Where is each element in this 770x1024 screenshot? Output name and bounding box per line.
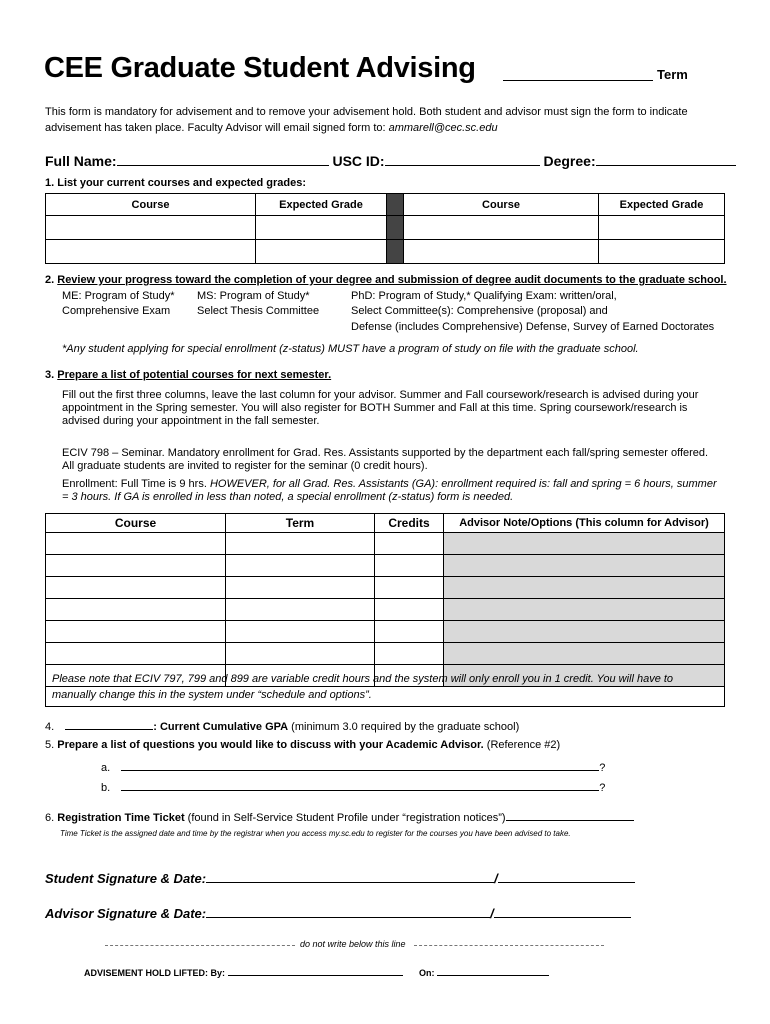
question-a-label: a. xyxy=(101,762,111,774)
phd-item-1: PhD: Program of Study,* Qualifying Exam: written/oral, xyxy=(351,290,617,302)
intro-text xyxy=(45,104,735,136)
table-cell[interactable] xyxy=(375,643,444,665)
question-b-mark: ? xyxy=(599,782,606,794)
table-cell[interactable] xyxy=(256,216,387,240)
gpa-label: : Current Cumulative GPA xyxy=(153,721,289,733)
current-courses-table xyxy=(45,193,725,264)
table-cell[interactable] xyxy=(226,599,375,621)
advisor-cell[interactable] xyxy=(444,555,725,577)
table-cell[interactable] xyxy=(599,240,725,264)
section4-row xyxy=(45,719,519,733)
hold-lifted-label: ADVISEMENT HOLD LIFTED: By: xyxy=(84,968,225,978)
divider-cell xyxy=(387,240,404,264)
col-credits: Credits xyxy=(375,514,444,533)
student-signature-row xyxy=(45,869,635,886)
section3-paragraph-3 xyxy=(62,478,722,504)
usc-id-label: USC ID: xyxy=(332,153,385,169)
section5-title: Prepare a list of questions you would like to discuss with your Academic Advisor. xyxy=(57,739,484,751)
table-cell[interactable] xyxy=(46,643,226,665)
table-cell[interactable] xyxy=(375,577,444,599)
student-info-row xyxy=(45,152,735,169)
col-course-2: Course xyxy=(404,194,599,216)
table-cell[interactable] xyxy=(404,240,599,264)
table-cell[interactable] xyxy=(375,533,444,555)
gpa-requirement: (minimum 3.0 required by the graduate school) xyxy=(288,721,520,733)
ms-item-1: MS: Program of Study* xyxy=(197,290,310,302)
hold-lifted-on-field[interactable] xyxy=(437,966,549,976)
table-row xyxy=(46,643,725,665)
table-row xyxy=(46,240,725,264)
question-a-mark: ? xyxy=(599,762,606,774)
phd-item-2: Select Committee(s): Comprehensive (proposal) and xyxy=(351,305,608,317)
student-signature-label: Student Signature & Date: xyxy=(45,871,207,886)
section2-heading xyxy=(45,274,727,286)
divider-text: do not write below this line xyxy=(300,939,406,949)
me-item-1: ME: Program of Study* xyxy=(62,290,175,302)
col-term: Term xyxy=(226,514,375,533)
advisor-date-field[interactable] xyxy=(494,904,631,918)
question-b-label: b. xyxy=(101,782,111,794)
gpa-field[interactable] xyxy=(65,719,153,730)
question-a-field[interactable] xyxy=(121,760,599,771)
planned-courses-table xyxy=(45,513,725,687)
section3-number: 3. xyxy=(45,369,55,381)
time-ticket-hint: (found in Self-Service Student Profile under “registration notices”) xyxy=(184,812,506,824)
phd-item-3: Defense (includes Comprehensive) Defense, Survey of Earned Doctorates xyxy=(351,321,715,333)
time-ticket-note: Time Ticket is the assigned date and time by the registrar when you access my.sc.edu to register for the courses you have been advised to take. xyxy=(60,829,571,838)
section5-row xyxy=(45,739,560,751)
section6-row xyxy=(45,810,634,824)
me-item-2: Comprehensive Exam xyxy=(62,305,171,317)
degree-field[interactable] xyxy=(596,152,736,166)
section3-paragraph-2: ECIV 798 – Seminar. Mandatory enrollment for Grad. Res. Assistants supported by the department each fall/spring semester offered. All graduate students are invited to register for the seminar (0 credit hours). xyxy=(62,447,709,472)
advisor-cell[interactable] xyxy=(444,643,725,665)
advisor-email: ammarell@cec.sc.edu xyxy=(388,122,498,134)
time-ticket-label: Registration Time Ticket xyxy=(57,812,185,824)
question-b xyxy=(101,780,605,794)
table-cell[interactable] xyxy=(375,599,444,621)
divider-line-left xyxy=(105,945,295,946)
table-row xyxy=(46,599,725,621)
table-cell[interactable] xyxy=(46,216,256,240)
col-course: Course xyxy=(46,194,256,216)
table-cell[interactable] xyxy=(599,216,725,240)
table-cell[interactable] xyxy=(46,621,226,643)
section5-number: 5. xyxy=(45,739,55,751)
section3-title: Prepare a list of potential courses for next semester. xyxy=(57,369,332,381)
term-field[interactable] xyxy=(503,80,653,81)
question-a xyxy=(101,760,605,774)
col-advisor-notes: Advisor Note/Options (This column for Advisor) xyxy=(444,514,725,533)
enrollment-ga-requirements: HOWEVER, for all Grad. Res. Assistants (GA): enrollment required is: fall and spring = 6 hours, summer = 3 hours. If GA is enrolled in less than noted, a special enrollment (z-status) form is needed. xyxy=(62,478,717,503)
table-cell[interactable] xyxy=(226,643,375,665)
form-title: CEE Graduate Student Advising xyxy=(44,52,476,84)
section2-title: Review your progress toward the completion of your degree and submission of degree audit documents to the graduate school. xyxy=(57,274,727,286)
hold-lifted-row xyxy=(84,966,549,978)
section3-heading xyxy=(45,369,331,381)
table-cell[interactable] xyxy=(226,533,375,555)
section2-note: *Any student applying for special enrollment (z-status) MUST have a program of study on file with the graduate school. xyxy=(62,343,639,355)
divider-column xyxy=(387,194,404,216)
section2-number: 2. xyxy=(45,274,55,286)
advisor-cell[interactable] xyxy=(444,533,725,555)
table-cell[interactable] xyxy=(256,240,387,264)
table-cell[interactable] xyxy=(46,555,226,577)
col-expected-grade-2: Expected Grade xyxy=(599,194,725,216)
table-cell[interactable] xyxy=(375,555,444,577)
advisor-signature-field[interactable] xyxy=(206,904,490,918)
table-cell[interactable] xyxy=(46,240,256,264)
col-expected-grade: Expected Grade xyxy=(256,194,387,216)
table-row xyxy=(46,533,725,555)
advisor-cell[interactable] xyxy=(444,577,725,599)
enrollment-full-time: Enrollment: Full Time is 9 hrs. xyxy=(62,478,210,490)
intro-body: This form is mandatory for advisement and to remove your advisement hold. Both student and advisor must sign the form to indicate advisement has taken place. Faculty Advisor will email signed form to: xyxy=(45,106,688,134)
table-row xyxy=(46,555,725,577)
student-date-field[interactable] xyxy=(498,869,635,883)
table-row xyxy=(46,577,725,599)
section6-number: 6. xyxy=(45,812,55,824)
advisor-slash: / xyxy=(490,906,494,921)
table-cell[interactable] xyxy=(226,577,375,599)
table-cell[interactable] xyxy=(375,621,444,643)
time-ticket-field[interactable] xyxy=(506,810,634,821)
advisor-signature-label: Advisor Signature & Date: xyxy=(45,906,207,921)
table-cell[interactable] xyxy=(46,577,226,599)
section1-heading: 1. List your current courses and expected grades: xyxy=(45,177,307,189)
divider-cell xyxy=(387,216,404,240)
term-label: Term xyxy=(657,67,688,82)
section4-number: 4. xyxy=(45,721,55,733)
usc-id-field[interactable] xyxy=(385,152,540,166)
table-row xyxy=(46,621,725,643)
table-row xyxy=(46,216,725,240)
variable-credit-note: Please note that ECIV 797, 799 and 899 are variable credit hours and the system will only enroll you in 1 credit. You will have to manually change this in the system under “schedule and options”. xyxy=(45,669,725,707)
student-slash: / xyxy=(494,871,498,886)
ms-item-2: Select Thesis Committee xyxy=(197,305,320,317)
full-name-field[interactable] xyxy=(117,152,329,166)
divider-line-right xyxy=(414,945,604,946)
full-name-label: Full Name: xyxy=(45,153,117,169)
table-cell[interactable] xyxy=(404,216,599,240)
section3-paragraph-1: Fill out the first three columns, leave the last column for your advisor. Summer and Fall coursework/research is advised during your appointment in the Spring semester. You will also register for BOTH Summer and Fall at this time. Spring coursework/research is advised during your appointment in the fall semester. xyxy=(62,389,699,427)
table-cell[interactable] xyxy=(46,533,226,555)
table-cell[interactable] xyxy=(226,621,375,643)
degree-label: Degree: xyxy=(543,153,596,169)
advisor-cell[interactable] xyxy=(444,621,725,643)
advisor-signature-row xyxy=(45,904,631,921)
student-signature-field[interactable] xyxy=(206,869,494,883)
hold-lifted-on-label: On: xyxy=(419,968,435,978)
question-b-field[interactable] xyxy=(121,780,599,791)
table-cell[interactable] xyxy=(46,599,226,621)
hold-lifted-by-field[interactable] xyxy=(228,966,403,976)
col-course: Course xyxy=(46,514,226,533)
advisor-cell[interactable] xyxy=(444,599,725,621)
section5-reference: (Reference #2) xyxy=(483,739,561,751)
table-cell[interactable] xyxy=(226,555,375,577)
